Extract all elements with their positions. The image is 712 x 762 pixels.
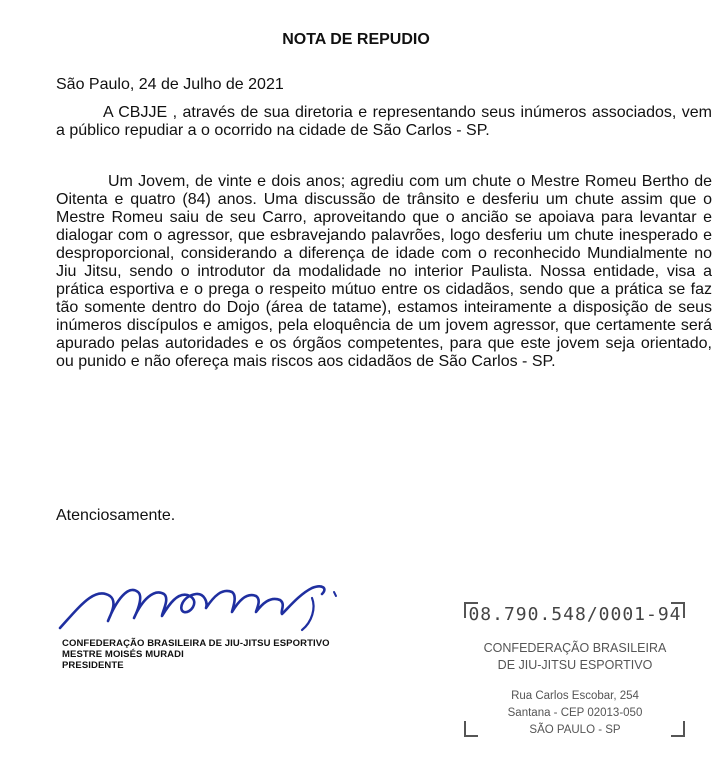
- paragraph-intro: A CBJJE , através de sua diretoria e representando seus inúmeros associados, vem a público repudiar a o ocorrido na cidade de São Carlos - SP.: [56, 104, 712, 139]
- stamp-address-line: Rua Carlos Escobar, 254: [511, 690, 639, 702]
- date-line: São Paulo, 24 de Julho de 2021: [56, 76, 284, 93]
- stamp-org-line: DE JIU-JITSU ESPORTIVO: [497, 658, 653, 672]
- stamp-address: [455, 688, 695, 739]
- stamp-address-line: SÃO PAULO - SP: [529, 724, 621, 736]
- paragraph-body: Um Jovem, de vinte e dois anos; agrediu com um chute o Mestre Romeu Bertho de Oitenta e quatro (84) anos. Uma discussão de trânsito e desferiu um chute assim que o Mestre Romeu saiu de seu Carro, aproveitando que o ancião se apoiava para levantar e dialogar com o agressor, que esbravejando palavrões, logo desferiu um chute inesperado e desproporcional, considerando a diferença de idade com o reconhecido Mundialmente no Jiu Jitsu, sendo o introdutor da modalidade no interior Paulista. Nossa entidade, visa a prática esportiva e o prega o respeito mútuo entre os cidadãos, sendo que a prática se faz tão somente dentro do Dojo (área de tatame), estamos inteiramente a disposição de seus inúmeros discípulos e amigos, pela eloquência de um jovem agressor, que certamente será apurado pelas autoridades e os órgãos competentes, para que este jovem seja orientado, ou punido e não ofereça mais riscos aos cidadãos de São Carlos - SP.: [56, 173, 712, 370]
- closing-text: Atenciosamente.: [56, 507, 176, 524]
- cnpj-stamp: [455, 596, 695, 746]
- signature-title: PRESIDENTE: [62, 660, 124, 671]
- stamp-org-line: CONFEDERAÇÃO BRASILEIRA: [483, 641, 667, 655]
- signature-name: MESTRE MOISÉS MURADI: [62, 649, 184, 660]
- document-title: NOTA DE REPUDIO: [282, 31, 430, 48]
- stamp-address-line: Santana - CEP 02013-050: [507, 707, 643, 719]
- signature-block: [62, 638, 330, 671]
- stamp-cnpj: 08.790.548/0001-94: [468, 604, 682, 625]
- signature-organization: CONFEDERAÇÃO BRASILEIRA DE JIU-JITSU ESPORTIVO: [62, 638, 330, 649]
- handwritten-signature: [50, 566, 350, 638]
- stamp-organization: [455, 640, 695, 674]
